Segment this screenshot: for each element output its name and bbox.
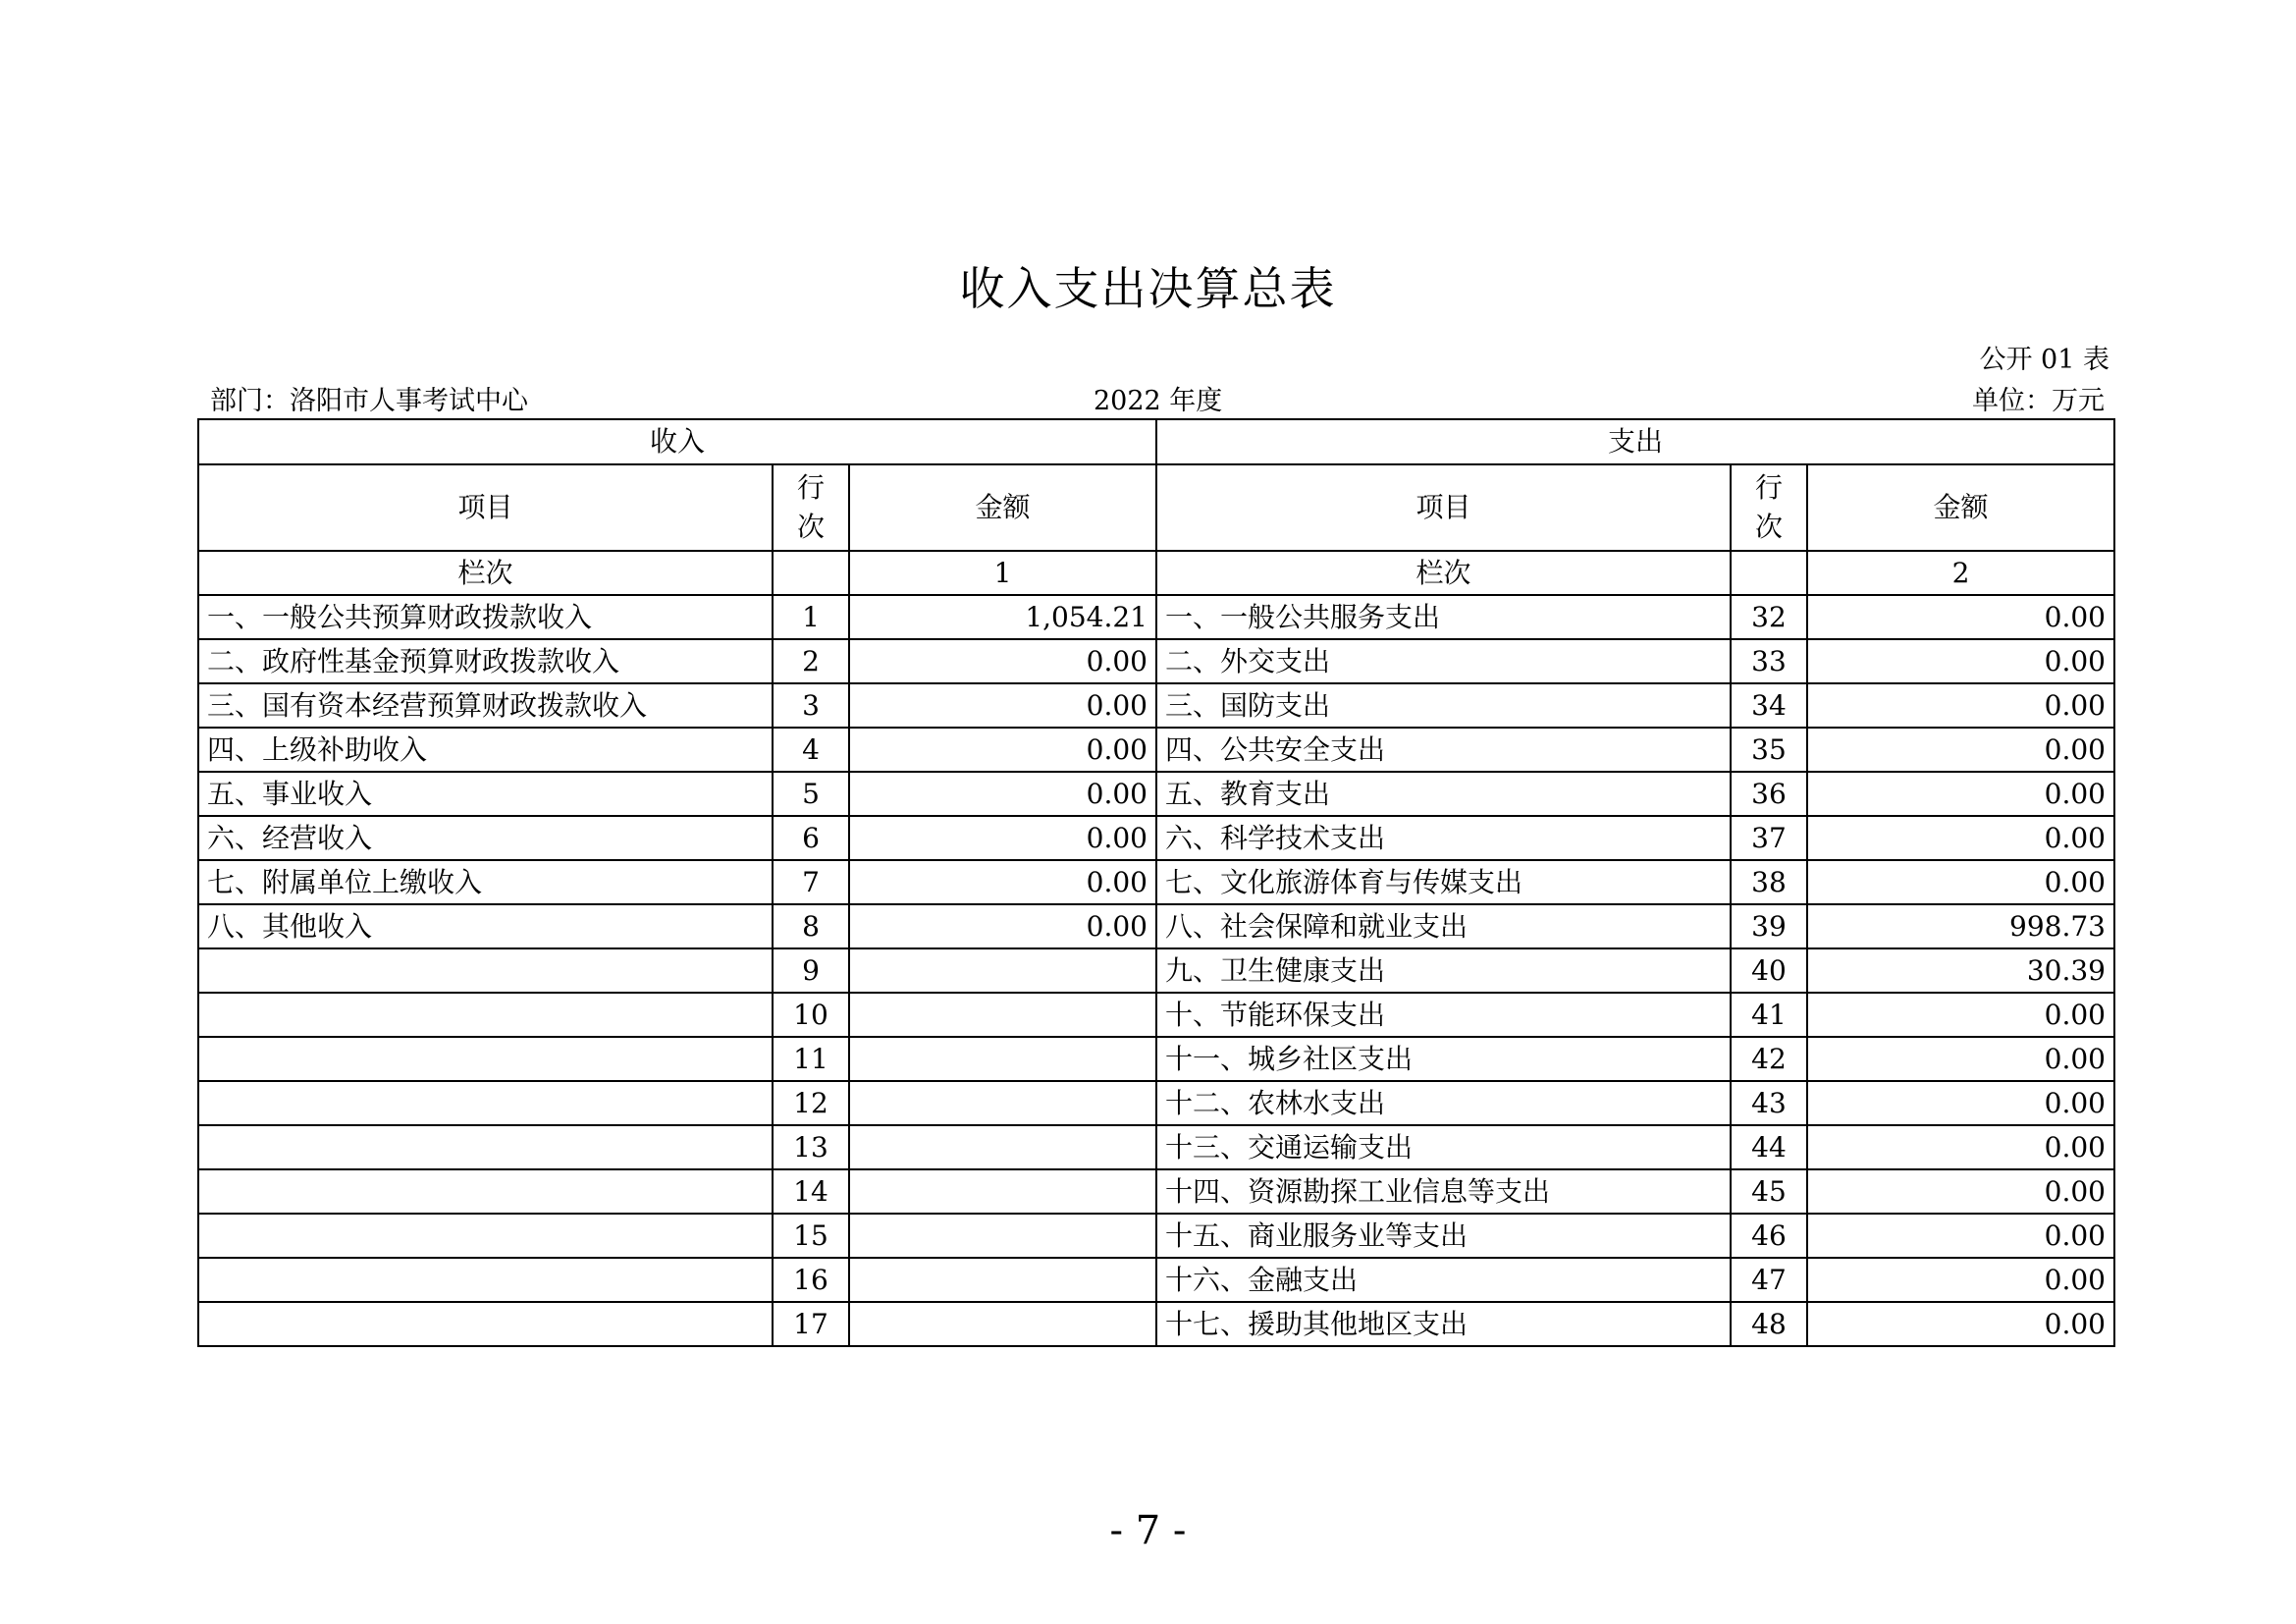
income-row-no-cell: 3 [773, 683, 849, 728]
expense-item-cell: 三、国防支出 [1156, 683, 1731, 728]
meta-row [210, 379, 2105, 414]
income-item-cell: 一、一般公共预算财政拨款收入 [198, 595, 773, 639]
income-item-cell [198, 1258, 773, 1302]
income-column-blank [773, 551, 849, 595]
expense-row-no-cell: 48 [1731, 1302, 1807, 1346]
expense-amount-cell: 0.00 [1807, 728, 2114, 772]
expense-amount-cell: 998.73 [1807, 904, 2114, 948]
income-item-cell [198, 1081, 773, 1125]
income-row-no-cell: 2 [773, 639, 849, 683]
expense-row-no-cell: 39 [1731, 904, 1807, 948]
table-row [198, 1081, 2114, 1125]
expense-item-cell: 五、教育支出 [1156, 772, 1731, 816]
expense-amount-cell: 0.00 [1807, 1302, 2114, 1346]
expense-amount-cell: 0.00 [1807, 816, 2114, 860]
column-number-row [198, 551, 2114, 595]
expense-amount-cell: 0.00 [1807, 1169, 2114, 1214]
table-row [198, 993, 2114, 1037]
income-item-cell: 七、附属单位上缴收入 [198, 860, 773, 904]
expense-column-blank [1731, 551, 1807, 595]
income-item-cell [198, 1302, 773, 1346]
income-item-cell: 六、经营收入 [198, 816, 773, 860]
page-title: 收入支出决算总表 [959, 262, 1337, 315]
income-column-label: 栏次 [198, 551, 773, 595]
expense-row-no-cell: 40 [1731, 948, 1807, 993]
income-row-no-cell: 5 [773, 772, 849, 816]
income-amount-cell: 1,054.21 [849, 595, 1156, 639]
expense-item-cell: 十、节能环保支出 [1156, 993, 1731, 1037]
expense-item-header: 项目 [1156, 464, 1731, 551]
expense-amount-header: 金额 [1807, 464, 2114, 551]
expense-row-no-cell: 38 [1731, 860, 1807, 904]
table-row [198, 860, 2114, 904]
expense-row-no-cell: 37 [1731, 816, 1807, 860]
table-row [198, 1037, 2114, 1081]
income-row-no-header [773, 464, 849, 551]
column-header-row [198, 464, 2114, 551]
income-amount-cell [849, 1214, 1156, 1258]
income-row-no-cell: 4 [773, 728, 849, 772]
expense-item-cell: 十一、城乡社区支出 [1156, 1037, 1731, 1081]
expense-amount-cell: 30.39 [1807, 948, 2114, 993]
income-amount-cell: 0.00 [849, 904, 1156, 948]
income-amount-cell: 0.00 [849, 639, 1156, 683]
income-amount-cell [849, 993, 1156, 1037]
expense-item-cell: 七、文化旅游体育与传媒支出 [1156, 860, 1731, 904]
income-row-no-cell: 8 [773, 904, 849, 948]
income-row-no-cell: 11 [773, 1037, 849, 1081]
income-amount-cell: 0.00 [849, 860, 1156, 904]
expense-column-number: 2 [1807, 551, 2114, 595]
expense-amount-cell: 0.00 [1807, 595, 2114, 639]
income-row-no-cell: 7 [773, 860, 849, 904]
income-item-cell: 五、事业收入 [198, 772, 773, 816]
income-amount-cell: 0.00 [849, 683, 1156, 728]
expense-row-no-cell: 32 [1731, 595, 1807, 639]
income-row-no-cell: 1 [773, 595, 849, 639]
income-row-no-cell: 12 [773, 1081, 849, 1125]
expense-row-no-cell: 45 [1731, 1169, 1807, 1214]
table-row [198, 639, 2114, 683]
unit-label: 单位：万元 [1972, 386, 2105, 416]
table-row [198, 1302, 2114, 1346]
row-no-header-top: 行 [1754, 471, 1783, 504]
table-row [198, 1214, 2114, 1258]
income-item-cell [198, 1214, 773, 1258]
income-column-number: 1 [849, 551, 1156, 595]
expense-amount-cell: 0.00 [1807, 1125, 2114, 1169]
expense-row-no-header [1731, 464, 1807, 551]
income-amount-cell [849, 1302, 1156, 1346]
income-item-cell: 二、政府性基金预算财政拨款收入 [198, 639, 773, 683]
income-item-cell [198, 1125, 773, 1169]
income-item-cell: 八、其他收入 [198, 904, 773, 948]
income-item-cell [198, 948, 773, 993]
income-item-cell: 四、上级补助收入 [198, 728, 773, 772]
table-row [198, 728, 2114, 772]
income-amount-cell [849, 1169, 1156, 1214]
income-row-no-cell: 16 [773, 1258, 849, 1302]
expense-column-label: 栏次 [1156, 551, 1731, 595]
expense-item-cell: 四、公共安全支出 [1156, 728, 1731, 772]
income-row-no-cell: 14 [773, 1169, 849, 1214]
income-item-cell [198, 1037, 773, 1081]
income-amount-cell [849, 1081, 1156, 1125]
expense-row-no-cell: 44 [1731, 1125, 1807, 1169]
income-item-cell [198, 1169, 773, 1214]
table-row [198, 948, 2114, 993]
expense-item-cell: 十五、商业服务业等支出 [1156, 1214, 1731, 1258]
expense-row-no-cell: 36 [1731, 772, 1807, 816]
expense-item-cell: 六、科学技术支出 [1156, 816, 1731, 860]
expense-row-no-cell: 46 [1731, 1214, 1807, 1258]
expense-amount-cell: 0.00 [1807, 860, 2114, 904]
expense-item-cell: 十七、援助其他地区支出 [1156, 1302, 1731, 1346]
income-section-header: 收入 [198, 419, 1156, 464]
form-number: 公开 01 表 [1979, 345, 2109, 375]
income-amount-cell [849, 1037, 1156, 1081]
fiscal-year: 2022 年度 [1094, 386, 1223, 416]
row-no-header-bottom: 次 [796, 511, 825, 543]
expense-item-cell: 十三、交通运输支出 [1156, 1125, 1731, 1169]
income-amount-cell: 0.00 [849, 728, 1156, 772]
expense-amount-cell: 0.00 [1807, 1081, 2114, 1125]
expense-item-cell: 十二、农林水支出 [1156, 1081, 1731, 1125]
expense-row-no-cell: 35 [1731, 728, 1807, 772]
income-row-no-cell: 17 [773, 1302, 849, 1346]
income-row-no-cell: 10 [773, 993, 849, 1037]
department-label: 部门：洛阳市人事考试中心 [210, 386, 528, 416]
income-amount-cell: 0.00 [849, 816, 1156, 860]
expense-amount-cell: 0.00 [1807, 1258, 2114, 1302]
expense-item-cell: 十六、金融支出 [1156, 1258, 1731, 1302]
expense-amount-cell: 0.00 [1807, 1037, 2114, 1081]
expense-row-no-cell: 42 [1731, 1037, 1807, 1081]
section-header-row [198, 419, 2114, 464]
row-no-header-top: 行 [796, 471, 825, 504]
income-item-cell: 三、国有资本经营预算财政拨款收入 [198, 683, 773, 728]
expense-row-no-cell: 34 [1731, 683, 1807, 728]
expense-amount-cell: 0.00 [1807, 639, 2114, 683]
income-item-header: 项目 [198, 464, 773, 551]
income-amount-cell [849, 1258, 1156, 1302]
table-row [198, 772, 2114, 816]
income-amount-header: 金额 [849, 464, 1156, 551]
expense-item-cell: 八、社会保障和就业支出 [1156, 904, 1731, 948]
income-row-no-cell: 9 [773, 948, 849, 993]
income-amount-cell: 0.00 [849, 772, 1156, 816]
table-row [198, 1169, 2114, 1214]
income-row-no-cell: 6 [773, 816, 849, 860]
table-row [198, 816, 2114, 860]
table-row [198, 904, 2114, 948]
row-no-header-bottom: 次 [1754, 511, 1783, 543]
expense-row-no-cell: 33 [1731, 639, 1807, 683]
income-amount-cell [849, 1125, 1156, 1169]
income-row-no-cell: 13 [773, 1125, 849, 1169]
income-expense-table [197, 418, 2115, 1347]
expense-row-no-cell: 47 [1731, 1258, 1807, 1302]
expense-amount-cell: 0.00 [1807, 1214, 2114, 1258]
income-row-no-cell: 15 [773, 1214, 849, 1258]
table-row [198, 683, 2114, 728]
expense-item-cell: 一、一般公共服务支出 [1156, 595, 1731, 639]
expense-item-cell: 九、卫生健康支出 [1156, 948, 1731, 993]
expense-section-header: 支出 [1156, 419, 2114, 464]
income-item-cell [198, 993, 773, 1037]
table-row [198, 595, 2114, 639]
table-row [198, 1258, 2114, 1302]
expense-amount-cell: 0.00 [1807, 993, 2114, 1037]
page-number: - 7 - [1109, 1508, 1187, 1553]
income-amount-cell [849, 948, 1156, 993]
expense-item-cell: 十四、资源勘探工业信息等支出 [1156, 1169, 1731, 1214]
table-row [198, 1125, 2114, 1169]
expense-amount-cell: 0.00 [1807, 772, 2114, 816]
expense-amount-cell: 0.00 [1807, 683, 2114, 728]
expense-row-no-cell: 41 [1731, 993, 1807, 1037]
expense-item-cell: 二、外交支出 [1156, 639, 1731, 683]
expense-row-no-cell: 43 [1731, 1081, 1807, 1125]
